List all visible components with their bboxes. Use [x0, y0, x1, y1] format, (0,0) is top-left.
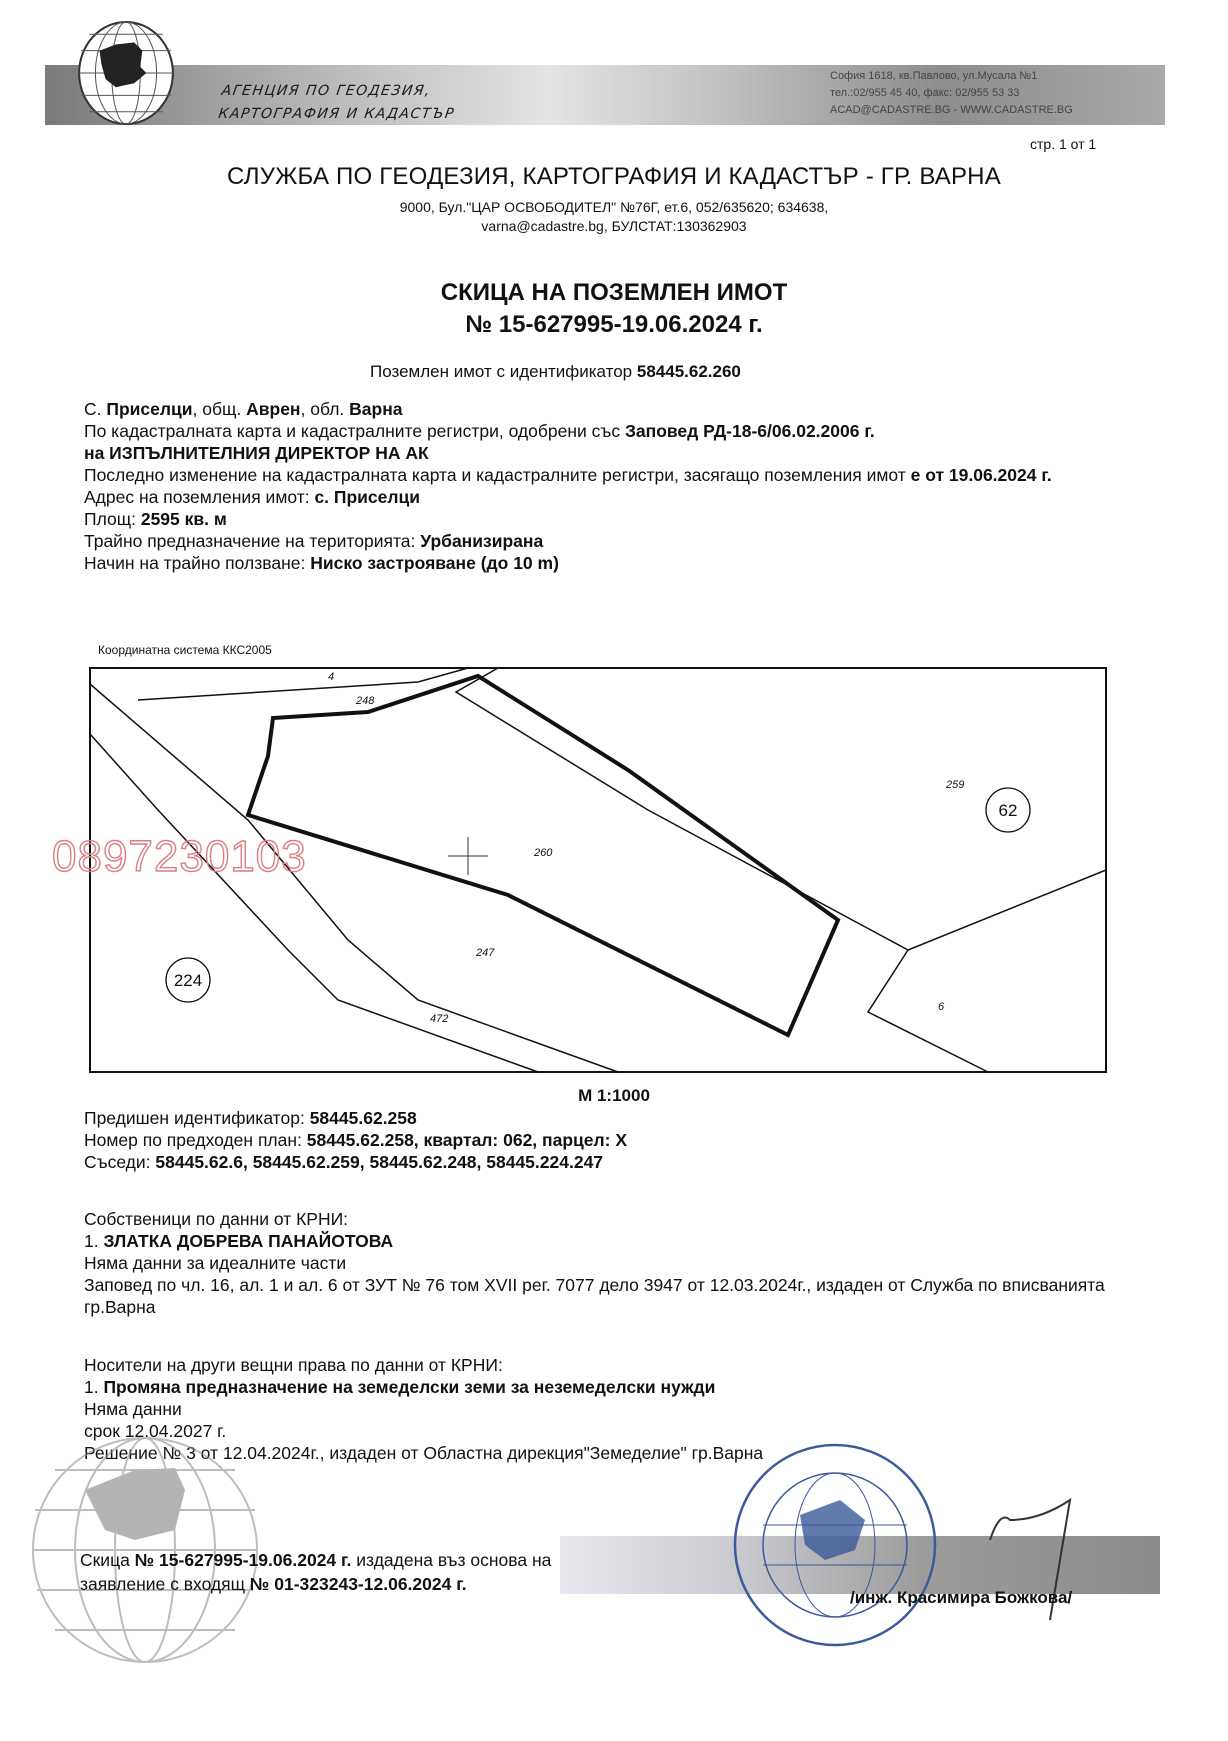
rights-decision: Решение № 3 от 12.04.2024г., издаден от Областна дирекция"Земеделие" гр.Варна: [84, 1443, 764, 1463]
svg-text:260: 260: [534, 847, 553, 859]
rights-item: [84, 1376, 1164, 1398]
agency-contact: [830, 68, 1073, 119]
cadastre-text: По кадастралната карта и кадастралните регистри, одобрени със: [84, 421, 625, 441]
svg-text:259: 259: [946, 779, 965, 791]
application-prefix: заявление с входящ: [80, 1574, 250, 1594]
coordinate-system-label: Координатна система ККС2005: [98, 643, 272, 657]
parcel-label-4: 4: [328, 671, 335, 683]
owner-item: [84, 1230, 1164, 1252]
last-change-line: [84, 464, 1144, 486]
neighbors-line: [84, 1151, 1164, 1173]
page-number: стр. 1 от 1: [1030, 136, 1097, 152]
identifier-label: Поземлен имот с идентификатор: [370, 362, 633, 381]
owner-shares: Няма данни за идеалните части: [84, 1253, 347, 1273]
last-change-value: е от 19.06.2024 г.: [910, 465, 1052, 485]
rights-heading: Носители на други вещни права по данни от КРНИ:: [84, 1355, 503, 1375]
service-address-line2: varna@cadastre.bg, БУЛСТАТ:130362903: [481, 218, 747, 234]
svg-text:248: 248: [356, 695, 375, 707]
svg-text:247: 247: [476, 947, 495, 959]
rights-no-data: Няма данни: [84, 1399, 182, 1419]
cadastre-order: Заповед РД-18-6/06.02.2006 г.: [624, 421, 875, 441]
previous-plan-line: [84, 1129, 1164, 1151]
issued-text: издадена въз основа на: [351, 1550, 552, 1570]
municipality-prefix: , общ.: [192, 399, 247, 419]
service-title: СЛУЖБА ПО ГЕОДЕЗИЯ, КАРТОГРАФИЯ И КАДАСТЪР - ГР. ВАРНА: [227, 163, 1001, 190]
owner-name: ЗЛАТКА ДОБРЕВА ПАНАЙОТОВА: [103, 1231, 394, 1251]
rights-name: Промяна предназначение на земеделски земи за неземеделски нужди: [103, 1377, 716, 1397]
property-info: [84, 398, 1144, 574]
watermark-phone: 0897230103: [52, 832, 307, 881]
document-title-block: [0, 277, 1228, 341]
signer-name: /инж. Красимира Божкова/: [850, 1588, 1073, 1607]
neighbors-label: Съседи:: [84, 1152, 156, 1172]
svg-text:224: 224: [173, 971, 203, 990]
property-details: [84, 1107, 1164, 1173]
location-line: [84, 398, 1144, 420]
application-line: [80, 1572, 551, 1596]
area-label: Площ:: [84, 509, 141, 529]
director: на ИЗПЪЛНИТЕЛНИЯ ДИРЕКТОР НА АК: [84, 443, 429, 463]
footer-text: [80, 1548, 551, 1596]
last-change-text: Последно изменение на кадастралната карта и кадастралните регистри, засягащо поземления имот: [84, 465, 911, 485]
usage-line: [84, 552, 1144, 574]
document-number: № 15-627995-19.06.2024 г.: [465, 311, 763, 338]
usage-label: Начин на трайно ползване:: [84, 553, 311, 573]
rights-term: срок 12.04.2027 г.: [84, 1421, 227, 1441]
address-line: [84, 486, 1144, 508]
purpose-line: [84, 530, 1144, 552]
usage-value: Ниско застрояване (до 10 m): [310, 553, 559, 573]
contact-phone: тел.:02/955 45 40, факс: 02/955 53 33: [830, 87, 1020, 99]
rights-prefix: 1.: [84, 1377, 104, 1397]
service-address: [0, 198, 1228, 236]
address-value: с. Приселци: [314, 487, 421, 507]
property-identifier: [370, 362, 741, 382]
area-line: [84, 508, 1144, 530]
svg-text:472: 472: [430, 1013, 449, 1025]
region: Варна: [349, 399, 403, 419]
village: Приселци: [106, 399, 193, 419]
owners-heading: Собственици по данни от КРНИ:: [84, 1209, 349, 1229]
service-address-line1: 9000, Бул."ЦАР ОСВОБОДИТЕЛ" №76Г, ет.6, 052/635620; 634638,: [399, 199, 829, 215]
cadastre-line: [84, 420, 1144, 442]
previous-id-value: 58445.62.258: [309, 1108, 417, 1128]
purpose-value: Урбанизирана: [420, 531, 544, 551]
municipality: Аврен: [246, 399, 301, 419]
identifier-value: 58445.62.260: [636, 362, 741, 381]
director-line: [84, 442, 1144, 464]
contact-email-web: ACAD@CADASTRE.BG - WWW.CADASTRE.BG: [830, 104, 1073, 116]
document-title: СКИЦА НА ПОЗЕМЛЕН ИМОТ: [440, 279, 788, 306]
map-scale: М 1:1000: [578, 1086, 650, 1105]
area-value: 2595 кв. м: [140, 509, 227, 529]
previous-plan-value: 58445.62.258, квартал: 062, парцел: Х: [306, 1130, 627, 1150]
purpose-label: Трайно предназначение на територията:: [84, 531, 421, 551]
contact-address: София 1618, кв.Павлово, ул.Мусала №1: [830, 70, 1038, 82]
sketch-prefix: Скица: [80, 1550, 135, 1570]
svg-text:6: 6: [938, 1001, 945, 1013]
owner-deed: Заповед по чл. 16, ал. 1 и ал. 6 от ЗУТ № 76 том XVII рег. 7077 дело 3947 от 12.03.2024г., издаден от Служба по вписванията гр.Варна: [84, 1275, 1105, 1317]
agency-name: [217, 80, 460, 126]
neighbors-value: 58445.62.6, 58445.62.259, 58445.62.248, 58445.224.247: [155, 1152, 604, 1172]
previous-id-line: [84, 1107, 1164, 1129]
sketch-line: [80, 1548, 551, 1572]
agency-name-line1: АГЕНЦИЯ ПО ГЕОДЕЗИЯ,: [220, 83, 433, 99]
owner-prefix: 1.: [84, 1231, 104, 1251]
application-number: № 01-323243-12.06.2024 г.: [249, 1574, 467, 1594]
owners-section: [84, 1208, 1164, 1318]
agency-name-line2: КАРТОГРАФИЯ И КАДАСТЪР: [217, 106, 457, 122]
agency-globe-logo-icon: [75, 20, 177, 126]
region-prefix: , обл.: [300, 399, 350, 419]
official-stamp-icon: [730, 1440, 940, 1650]
previous-plan-label: Номер по предходен план:: [84, 1130, 307, 1150]
previous-id-label: Предишен идентификатор:: [84, 1108, 310, 1128]
address-label: Адрес на поземления имот:: [84, 487, 315, 507]
svg-text:62: 62: [998, 801, 1018, 820]
sketch-number: № 15-627995-19.06.2024 г.: [134, 1550, 352, 1570]
village-prefix: С.: [84, 399, 107, 419]
